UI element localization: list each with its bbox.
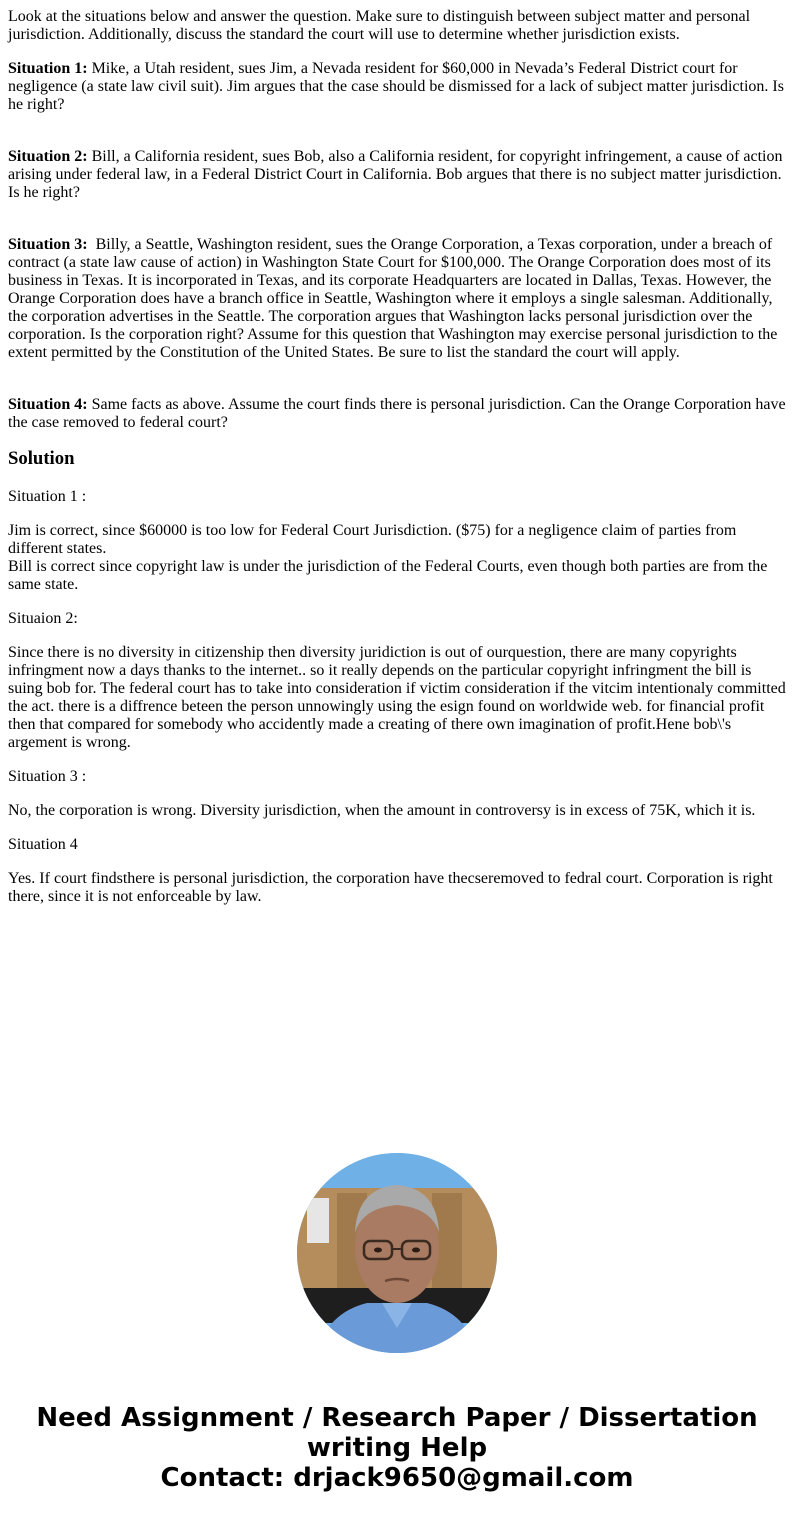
promo-banner bbox=[0, 1403, 794, 1493]
solution-s3-body: No, the corporation is wrong. Diversity jurisdiction, when the amount in controversy is in excess of 75K, which it is. bbox=[8, 802, 756, 819]
solution-s4-heading: Situation 4 bbox=[8, 836, 78, 853]
solution-s4-body: Yes. If court findsthere is personal jurisdiction, the corporation have thecseremoved to fedral court. Corporation is right there, since it is not enforceable by law. bbox=[8, 870, 773, 905]
situation-3-label: Situation 3: bbox=[8, 236, 88, 253]
solution-s1-body bbox=[8, 522, 786, 594]
solution-s1-line2: Bill is correct since copyright law is under the jurisdiction of the Federal Courts, even though both parties are from the same state. bbox=[8, 558, 768, 593]
solution-s2-heading: Situaion 2: bbox=[8, 610, 78, 627]
solution-heading: Solution bbox=[8, 448, 75, 469]
situation-1-label: Situation 1: bbox=[8, 60, 88, 77]
solution-s1-heading: Situation 1 : bbox=[8, 488, 87, 505]
situation-2 bbox=[8, 148, 786, 202]
promo-line-1: Need Assignment / Research Paper / Dissertation writing Help bbox=[36, 1403, 758, 1463]
situation-1 bbox=[8, 60, 786, 114]
tutor-portrait-icon bbox=[297, 1153, 497, 1353]
solution-s1-line1: Jim is correct, since $60000 is too low for Federal Court Jurisdiction. ($75) for a negligence claim of parties from different states. bbox=[8, 522, 737, 557]
situation-3-text: Billy, a Seattle, Washington resident, sues the Orange Corporation, a Texas corporation, under a breach of contract (a state law cause of action) in Washington State Court for $100,000. The Orange Corporation does most of its business in Texas. It is incorporated in Texas, and its corporate Headquarters are located in Dallas, Texas. However, the Orange Corporation does have a branch office in Seattle, Washington where it employs a single salesman. Additionally, the corporation advertises in the Seattle. The corporation argues that Washington lacks personal jurisdiction over the corporation. Is the corporation right? Assume for this question that Washington may exercise personal jurisdiction to the extent permitted by the Constitution of the United States. Be sure to list the standard the court will apply. bbox=[8, 236, 782, 361]
spacer bbox=[8, 378, 786, 396]
promo-contact: Contact: drjack9650@gmail.com bbox=[160, 1463, 634, 1493]
situation-1-text: Mike, a Utah resident, sues Jim, a Nevada resident for $60,000 in Nevada’s Federal District court for negligence (a state law civil suit). Jim argues that the case should be dismissed for a lack of subject matter jurisdiction. Is he right? bbox=[8, 60, 784, 113]
situation-4-label: Situation 4: bbox=[8, 396, 88, 413]
spacer bbox=[8, 130, 786, 148]
solution-s2-body: Since there is no diversity in citizenship then diversity juridiction is out of ourquestion, there are many copyrights infringment now a days thanks to the internet.. so it really depends on the particular copyright infringment the bill is suing bob for. The federal court has to take into consideration if victim consideration if the vitcim intentionaly committed the act. there is a diffrence beteen the person unnowingly using the esign found on worldwide web. for financial profit then that compared for somebody who accidently made a creating of there own imagination of profit.Hene bob\'s argement is wrong. bbox=[8, 644, 786, 751]
situation-4-text: Same facts as above. Assume the court finds there is personal jurisdiction. Can the Orange Corporation have the case removed to federal court? bbox=[8, 396, 786, 431]
situation-2-text: Bill, a California resident, sues Bob, also a California resident, for copyright infringement, a cause of action arising under federal law, in a Federal District Court in California. Bob argues that there is no subject matter jurisdiction. Is he right? bbox=[8, 148, 783, 201]
question-intro: Look at the situations below and answer the question. Make sure to distinguish between subject matter and personal jurisdiction. Additionally, discuss the standard the court will use to determine whether jurisdiction exists. bbox=[8, 8, 751, 43]
spacer bbox=[8, 218, 786, 236]
solution-s3-heading: Situation 3 : bbox=[8, 768, 87, 785]
tutor-avatar bbox=[297, 1153, 497, 1353]
situation-3 bbox=[8, 236, 786, 362]
situation-2-label: Situation 2: bbox=[8, 148, 88, 165]
situation-4 bbox=[8, 396, 786, 432]
